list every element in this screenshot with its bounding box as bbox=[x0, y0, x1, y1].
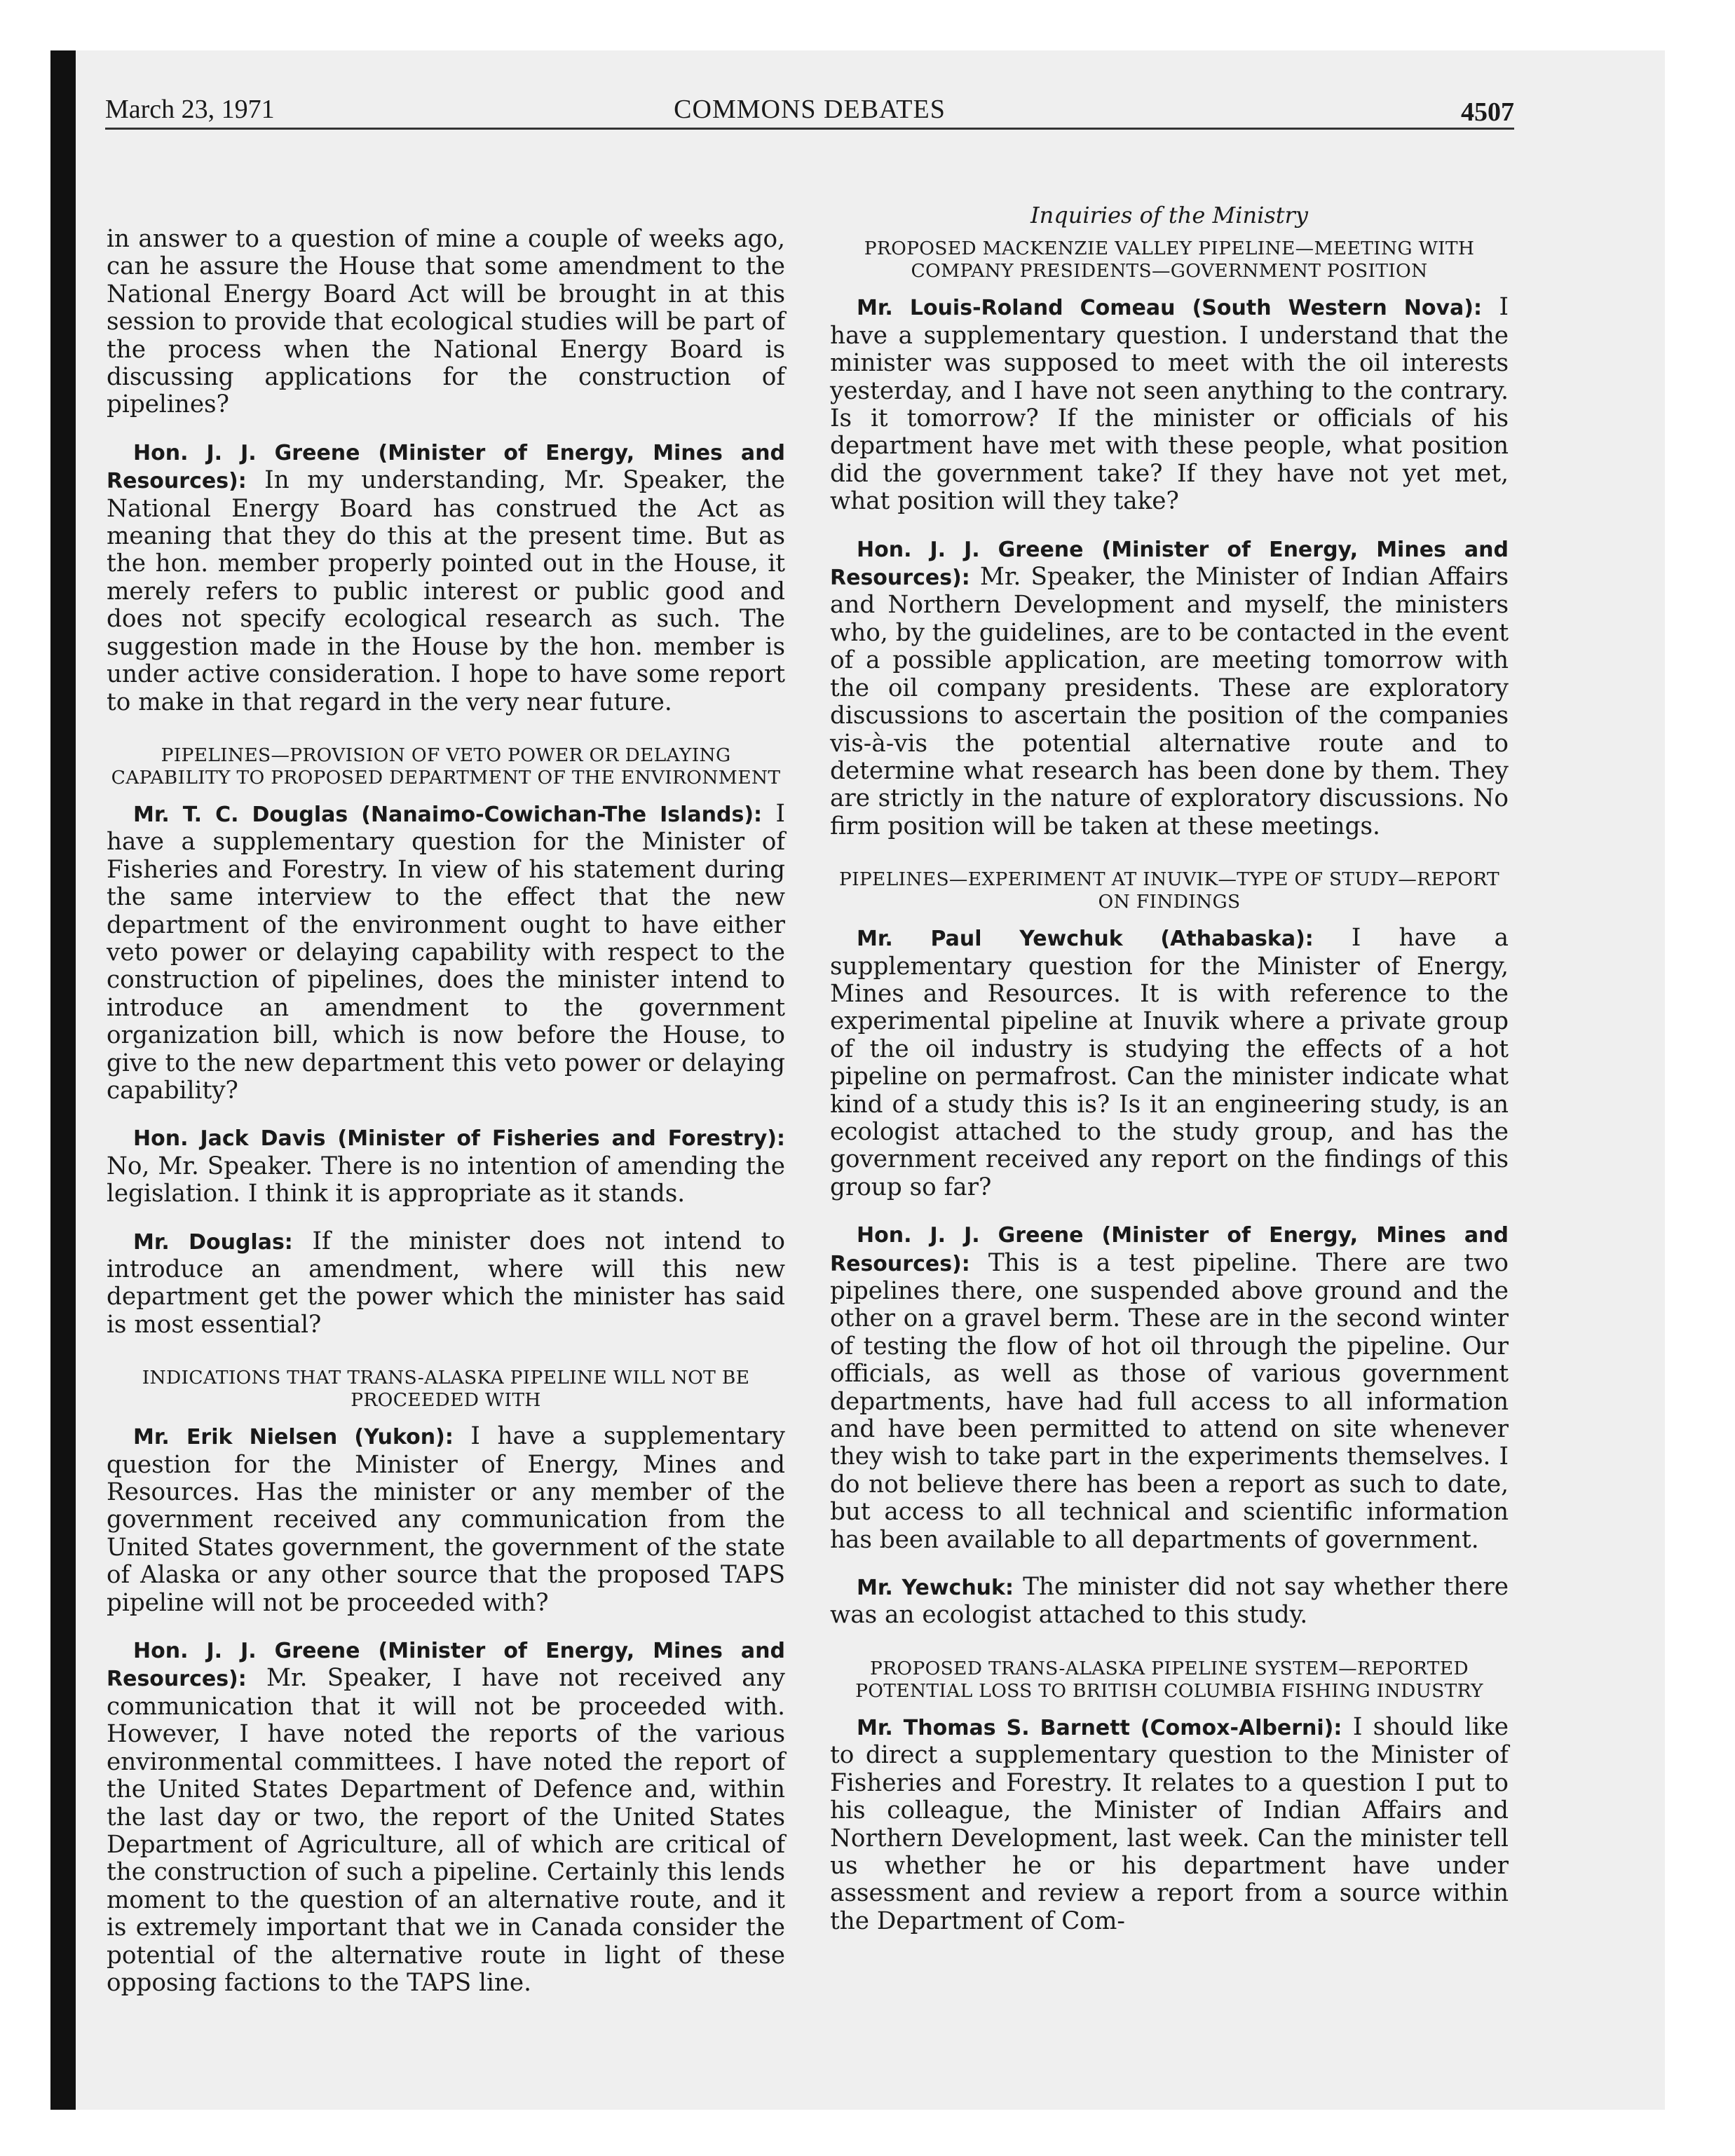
paragraph bbox=[830, 1574, 1509, 1630]
speaker-name: Hon. J. J. Greene (Minister of Energy, Mines and Resources): bbox=[107, 1639, 785, 1692]
subheading: Inquiries of the Ministry bbox=[1030, 202, 1308, 228]
right-column bbox=[830, 202, 1509, 1955]
speaker-name: Mr. Louis-Roland Comeau (South Western Nova): bbox=[857, 296, 1482, 321]
header-date: March 23, 1971 bbox=[105, 95, 275, 124]
paragraph bbox=[830, 294, 1509, 515]
paragraph bbox=[830, 535, 1509, 840]
speaker-name: Mr. Paul Yewchuk (Athabaska): bbox=[857, 927, 1314, 952]
paragraph bbox=[830, 1221, 1509, 1554]
speech-text: Mr. Speaker, the Minister of Indian Affairs and Northern Development and myself, the ministers who, by the guidelines, are to be contacted in the event of a possible application, are meeting tomorrow with the oil company presidents. These are exploratory discussions to ascertain the position of the companies vis-à-vis the potential alternative route and to determine what research has been done by them. They are strictly in the nature of exploratory discussions. No firm position will be taken at these meetings. bbox=[830, 563, 1509, 840]
speaker-name: Mr. Yewchuk: bbox=[857, 1576, 1014, 1601]
speaker-name: Hon. J. J. Greene (Minister of Energy, Mines and Resources): bbox=[107, 440, 785, 494]
left-column bbox=[107, 226, 785, 2017]
paragraph bbox=[107, 439, 785, 716]
paragraph: in answer to a question of mine a couple of weeks ago, can he assure the House that some amendment to the National Energy Board Act will be brought in at this session to provide that ecological studies will be part of the process when the National Energy Board is discussing applications for the construction of pipelines? bbox=[107, 225, 786, 419]
speech-text: I should like to direct a supplementary question to the Minister of Fisheries and Forestry. It relates to a question I put to his colleague, the Minister of Indian Affairs and Northern Development, last week. Can the minister tell us whether he or his department have under assessment and review a report from a source within the Department of Com- bbox=[830, 1712, 1509, 1935]
scan-edge-bar bbox=[50, 50, 76, 2110]
section-heading: PROPOSED TRANS-ALASKA PIPELINE SYSTEM—REPORTED POTENTIAL LOSS TO BRITISH COLUMBIA FISHING INDUSTRY bbox=[855, 1657, 1483, 1702]
speech-text: I have a supplementary question for the Minister of Energy, Mines and Resources. It is with reference to the experimental pipeline at Inuvik where a private group of the oil industry is studying the effects of a hot pipeline on permafrost. Can the minister indicate what kind of a study this is? Is it an engineering study, is an ecologist attached to the study group, and has the government received any report on the findings of this group so far? bbox=[830, 924, 1509, 1201]
page-header bbox=[105, 86, 1514, 130]
speech-text: I have a supplementary question. I understand that the minister was supposed to meet with the oil interests yesterday, and I have not seen anything to the contrary. Is it tomorrow? If the minister or officials of his department have met with these people, what position did the government take? If they have not yet met, what position will they take? bbox=[830, 293, 1509, 516]
speech-text: I have a supplementary question for the Minister of Energy, Mines and Resources. Has the minister or any member of the government received any communication from the United States government, the government of the state of Alaska or any other source that the proposed TAPS pipeline will not be proceeded with? bbox=[107, 1422, 785, 1617]
speaker-name: Hon. J. J. Greene (Minister of Energy, Mines and Resources): bbox=[830, 537, 1509, 591]
section-heading: PROPOSED MACKENZIE VALLEY PIPELINE—MEETING WITH COMPANY PRESIDENTS—GOVERNMENT POSITION bbox=[864, 238, 1475, 282]
paragraph bbox=[107, 1637, 785, 1997]
speaker-name: Mr. Douglas: bbox=[133, 1229, 293, 1255]
paragraph bbox=[107, 800, 785, 1105]
speaker-name: Mr. T. C. Douglas (Nanaimo-Cowichan-The Islands): bbox=[133, 802, 763, 827]
header-title: COMMONS DEBATES bbox=[674, 95, 946, 124]
section-heading: PIPELINES—EXPERIMENT AT INUVIK—TYPE OF STUDY—REPORT ON FINDINGS bbox=[839, 868, 1499, 913]
paragraph bbox=[830, 1714, 1509, 1935]
speech-text: The minister did not say whether there was an ecologist attached to this study. bbox=[830, 1573, 1509, 1630]
section-heading: INDICATIONS THAT TRANS-ALASKA PIPELINE WILL NOT BE PROCEEDED WITH bbox=[142, 1367, 750, 1412]
paragraph bbox=[107, 1228, 785, 1339]
paragraph bbox=[107, 1124, 785, 1208]
speaker-name: Mr. Thomas S. Barnett (Comox-Alberni): bbox=[857, 1715, 1342, 1740]
speaker-name: Mr. Erik Nielsen (Yukon): bbox=[133, 1425, 454, 1450]
paragraph bbox=[830, 925, 1509, 1201]
speech-text: I have a supplementary question for the Minister of Fisheries and Forestry. In view of his statement during the same interview to the effect that the new department of the environment ought to have either veto power or delaying capability with respect to the construction of pipelines, does the minister intend to introduce an amendment to the government organization bill, which is now before the House, to give to the new department this veto power or delaying capability? bbox=[107, 799, 785, 1105]
speaker-name: Hon. Jack Davis (Minister of Fisheries and Forestry): bbox=[133, 1126, 785, 1152]
speech-text: In my understanding, Mr. Speaker, the National Energy Board has construed the Act as meaning that they do this at the present time. But as the hon. member properly pointed out in the House, it merely refers to public interest or public good and does not specify ecological research as such. The suggestion made in the House by the hon. member is under active consideration. I hope to have some report to make in that regard in the very near future. bbox=[107, 466, 785, 716]
speech-text: If the minister does not intend to introduce an amendment, where will this new department get the power which the minister has said is most essential? bbox=[107, 1227, 786, 1339]
speech-text: No, Mr. Speaker. There is no intention of amending the legislation. I think it is appropriate as it stands. bbox=[107, 1152, 785, 1208]
paragraph bbox=[107, 1423, 785, 1617]
speech-text: This is a test pipeline. There are two pipelines there, one suspended above ground and the other on a gravel berm. These are in the second winter of testing the flow of hot oil through the pipeline. Our officials, as well as those of various government departments, have had full access to all information and have been permitted to attend on site whenever they wish to take part in the experiments themselves. I do not believe there has been a report as such to date, but access to all technical and scientific information has been available to all departments of government. bbox=[830, 1248, 1509, 1554]
page-number: 4507 bbox=[1461, 97, 1514, 127]
section-heading: PIPELINES—PROVISION OF VETO POWER OR DELAYING CAPABILITY TO PROPOSED DEPARTMENT OF THE ENVIRONMENT bbox=[111, 744, 781, 789]
speaker-name: Hon. J. J. Greene (Minister of Energy, Mines and Resources): bbox=[830, 1223, 1509, 1276]
speech-text: Mr. Speaker, I have not received any communication that it will not be proceeded with. However, I have noted the reports of the various environmental committees. I have noted the report of the United States Department of Defence and, within the last day or two, the report of the United States Department of Agriculture, all of which are critical of the construction of such a pipeline. Certainly this lends moment to the question of an alternative route, and it is extremely important that we in Canada consider the potential of the alternative route in light of these opposing factions to the TAPS line. bbox=[107, 1664, 785, 1997]
